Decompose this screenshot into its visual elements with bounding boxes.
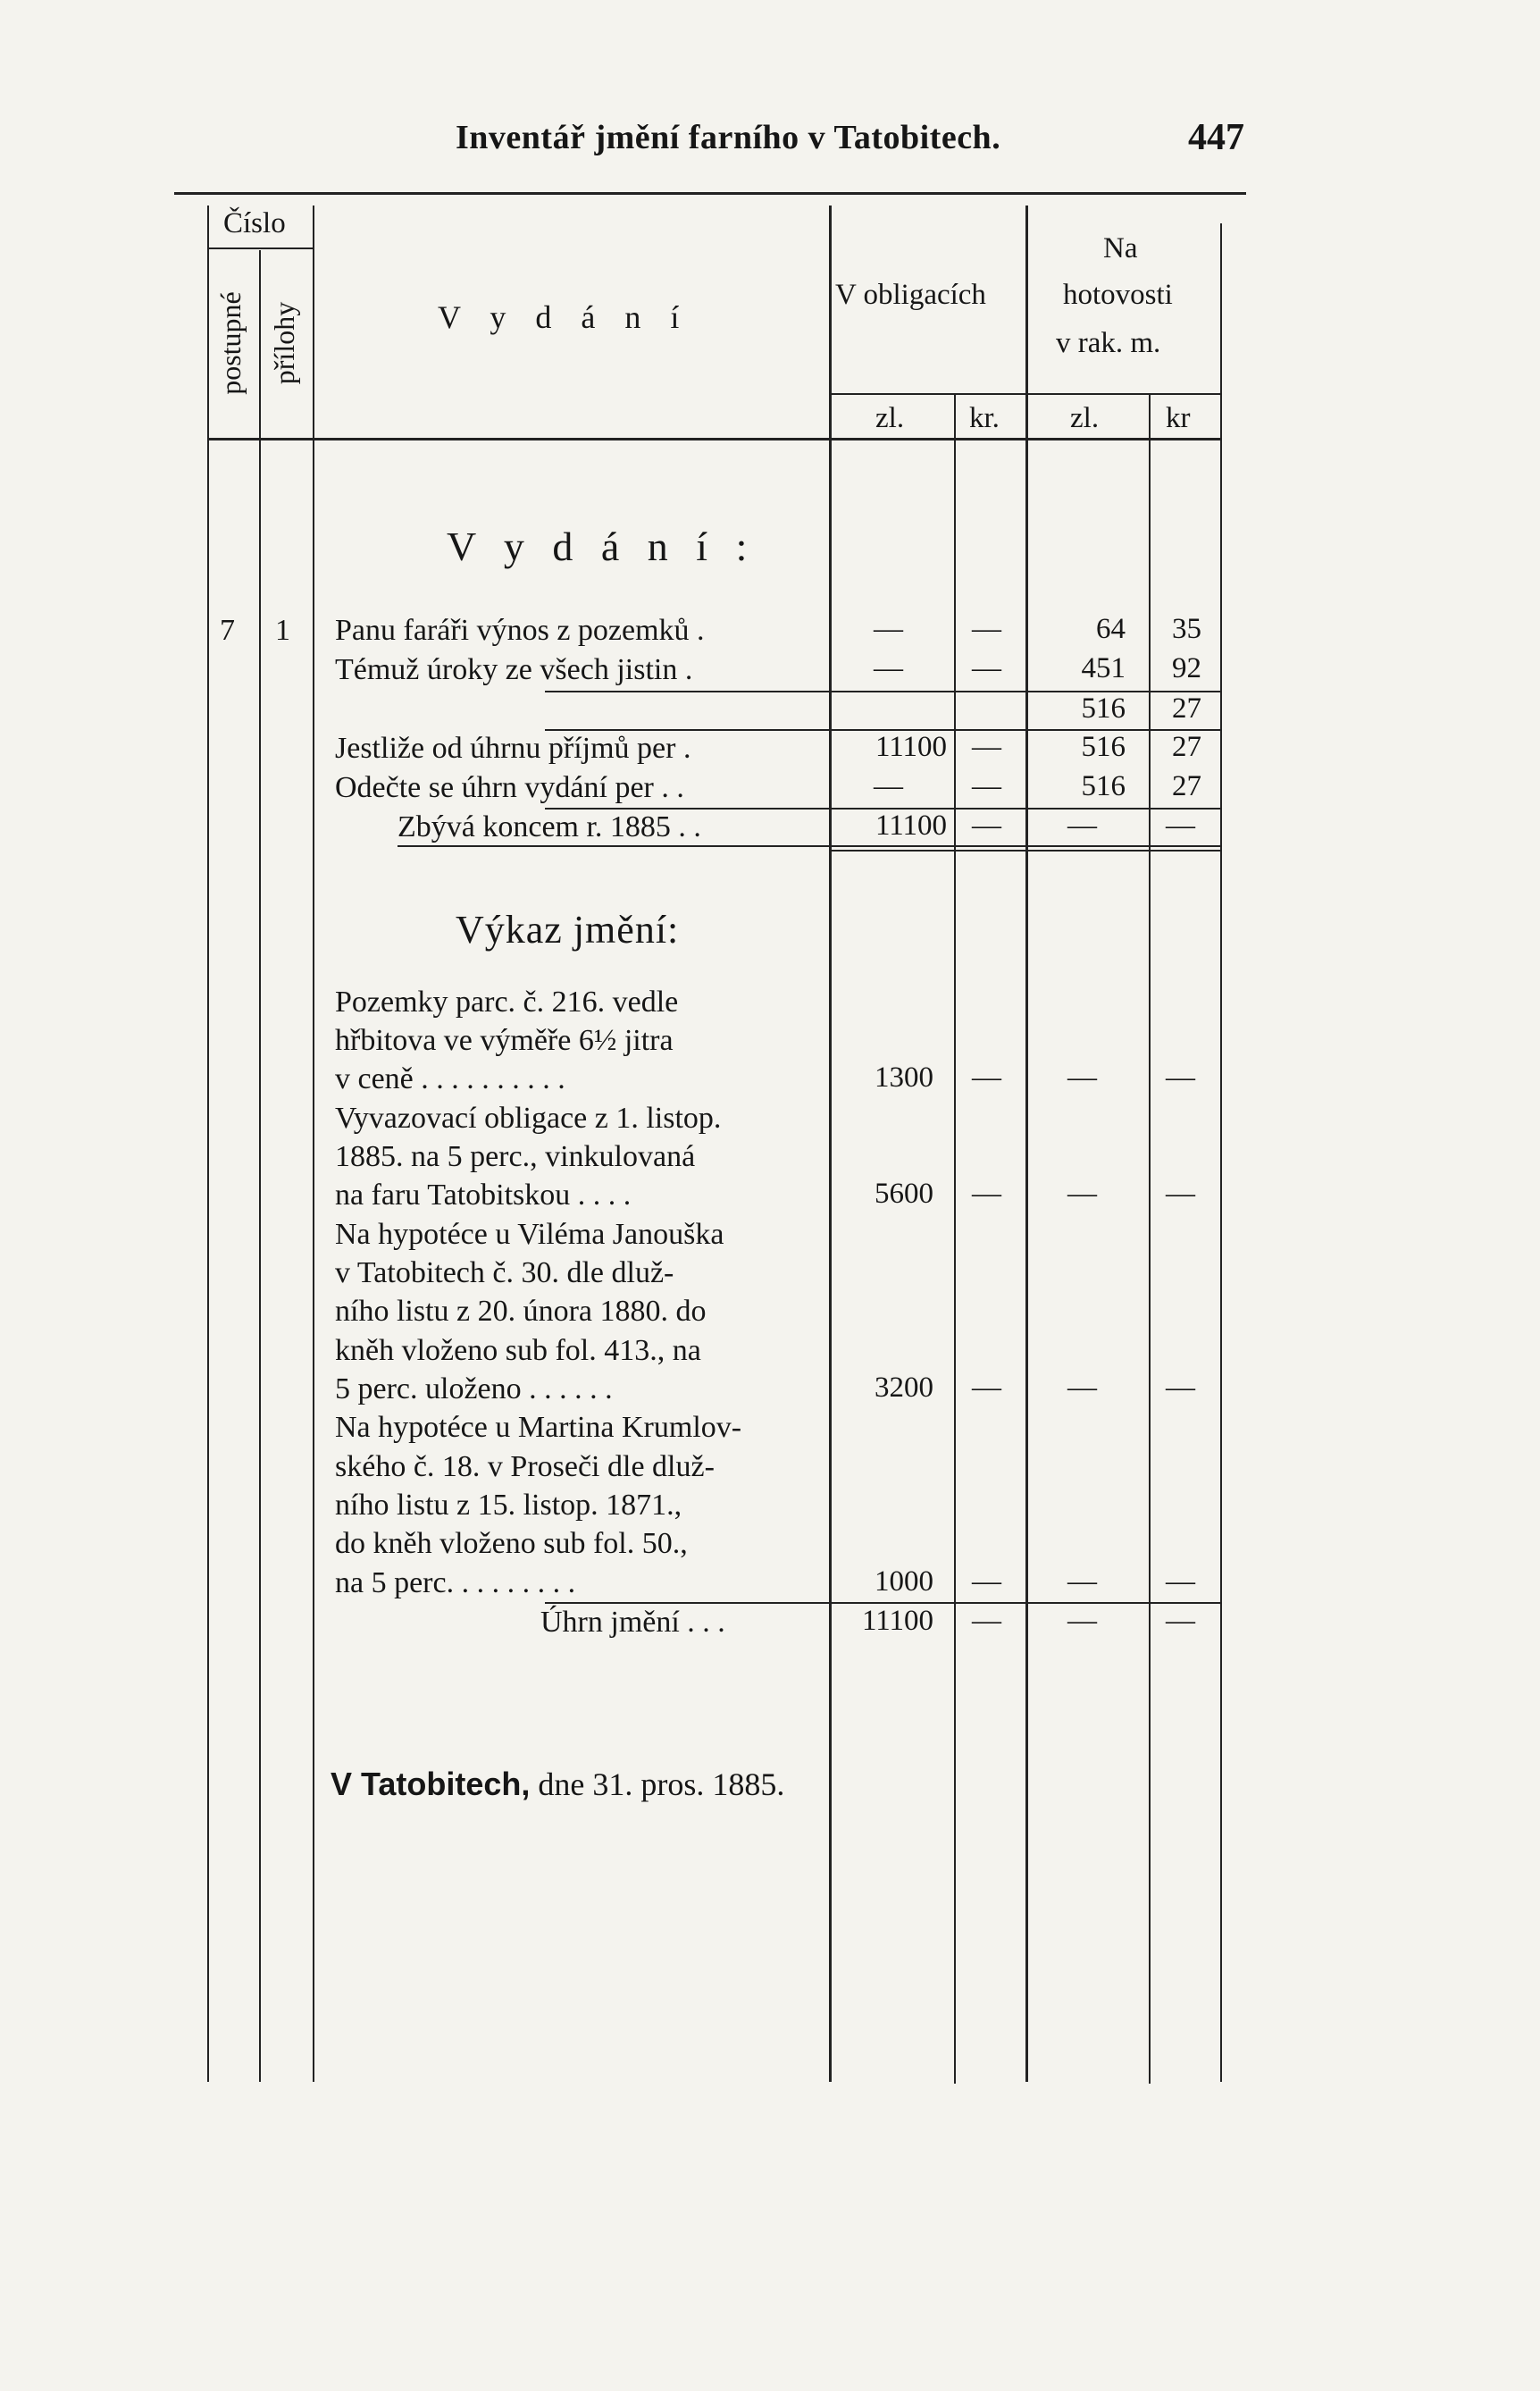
- vydani-row-1-hot-kr: 35: [1172, 613, 1201, 645]
- vykaz-total-label: Úhrn jmění . . .: [540, 1606, 725, 1639]
- vydani-row-5-text: Odečte se úhrn vydání per . .: [335, 771, 684, 804]
- vykaz-value-2-hot-kr: —: [1166, 1178, 1195, 1210]
- vykaz-value-1-obl-kr: —: [972, 1061, 1001, 1094]
- rule-right-outer: [1220, 223, 1222, 2082]
- vydani-row-5-obl-zl: —: [874, 770, 903, 802]
- vydani-row-6-obl-zl: 11100: [875, 810, 947, 842]
- vydani-end-rule-2: [831, 850, 1220, 852]
- vydani-end-rule-1: [398, 845, 1220, 847]
- vydani-row-6-obl-kr: —: [972, 810, 1001, 842]
- vykaz-value-4-obl-zl: 1000: [875, 1565, 933, 1598]
- vykaz-value-3-obl-kr: —: [972, 1372, 1001, 1404]
- vykaz-line-2: hřbitova ve výměře 6½ jitra: [335, 1024, 674, 1057]
- header-hot-zl: zl.: [1070, 402, 1100, 434]
- vydani-row-2-hot-zl: 451: [1081, 652, 1126, 684]
- vydani-row-6-hot-kr: —: [1166, 810, 1195, 842]
- total-rule: [545, 1602, 1220, 1604]
- vydani-row-4-obl-kr: —: [972, 731, 1001, 763]
- vydani-row-2-text: Témuž úroky ze všech jistin .: [335, 653, 693, 686]
- vykaz-value-2-obl-kr: —: [972, 1178, 1001, 1210]
- cislo-underline: [207, 247, 314, 249]
- vykaz-line-4: Vyvazovací obligace z 1. listop.: [335, 1102, 722, 1135]
- section-vydani-title: V y d á n í :: [447, 524, 757, 569]
- row-postupne-number: 7: [220, 614, 235, 647]
- vydani-row-5-hot-zl: 516: [1081, 770, 1126, 802]
- header-prilohy: přílohy: [268, 301, 300, 385]
- header-hotovost-line1: Na: [1103, 232, 1138, 264]
- rule-prilohy-text: [313, 206, 314, 2082]
- vykaz-line-14: ního listu z 15. listop. 1871.,: [335, 1489, 682, 1522]
- footer-signature-line: [331, 1766, 784, 1803]
- row-prilohy-number: 1: [275, 614, 290, 647]
- header-obl-zl: zl.: [875, 402, 905, 434]
- vydani-row-4-hot-zl: 516: [1081, 731, 1126, 763]
- vydani-row-1-text: Panu faráři výnos z pozemků .: [335, 614, 705, 647]
- header-postupne: postupné: [214, 291, 247, 395]
- vykaz-line-1: Pozemky parc. č. 216. vedle: [335, 986, 679, 1019]
- vykaz-value-1-hot-kr: —: [1166, 1061, 1195, 1094]
- running-header-title: Inventář jmění farního v Tatobitech.: [456, 119, 1001, 156]
- section-vykaz-title: Výkaz jmění:: [456, 908, 680, 952]
- rule-obligace-hotovost: [1025, 206, 1028, 2082]
- page-number: 447: [1188, 117, 1244, 158]
- vykaz-value-4-hot-kr: —: [1166, 1565, 1195, 1598]
- vykaz-value-3-hot-zl: —: [1067, 1372, 1097, 1404]
- vydani-row-4-hot-kr: 27: [1172, 731, 1201, 763]
- vydani-row-4-obl-zl: 11100: [875, 731, 947, 763]
- header-vydani: V y d á n í: [438, 299, 690, 335]
- vydani-subtotal-hot-kr: 27: [1172, 692, 1201, 725]
- rule-text-obligace: [829, 206, 832, 2082]
- vykaz-line-9: ního listu z 20. února 1880. do: [335, 1295, 707, 1328]
- rule-obl-zl-kr: [954, 395, 956, 2084]
- header-bottom-rule: [207, 438, 1222, 440]
- vydani-row-5-obl-kr: —: [972, 770, 1001, 802]
- header-obligace: V obligacích: [835, 279, 986, 311]
- vydani-row-6-text: Zbývá koncem r. 1885 . .: [398, 810, 701, 843]
- header-hotovost-line2: hotovosti: [1063, 279, 1173, 311]
- vykaz-total-obl-kr: —: [972, 1605, 1001, 1637]
- vykaz-value-1-obl-zl: 1300: [875, 1061, 933, 1094]
- vykaz-total-obl-zl: 11100: [861, 1605, 933, 1637]
- vykaz-line-7: Na hypotéce u Viléma Janouška: [335, 1218, 724, 1251]
- vykaz-line-15: do kněh vloženo sub fol. 50.,: [335, 1527, 688, 1560]
- vykaz-line-12: Na hypotéce u Martina Krumlov-: [335, 1411, 742, 1444]
- vykaz-line-3: v ceně . . . . . . . . . .: [335, 1062, 565, 1095]
- vydani-row-4-text: Jestliže od úhrnu příjmů per .: [335, 732, 691, 765]
- rule-left-outer: [207, 206, 209, 2082]
- vykaz-line-10: kněh vloženo sub fol. 413., na: [335, 1334, 701, 1367]
- vykaz-value-4-obl-kr: —: [972, 1565, 1001, 1598]
- vydani-row-1-obl-kr: —: [972, 613, 1001, 645]
- vykaz-value-3-hot-kr: —: [1166, 1372, 1195, 1404]
- vykaz-value-4-hot-zl: —: [1067, 1565, 1097, 1598]
- vydani-row-1-obl-zl: —: [874, 613, 903, 645]
- vydani-row-2-obl-kr: —: [972, 652, 1001, 684]
- vykaz-value-2-obl-zl: 5600: [875, 1178, 933, 1210]
- rule-postupne-prilohy: [259, 250, 261, 2082]
- vykaz-value-3-obl-zl: 3200: [875, 1372, 933, 1404]
- vykaz-value-2-hot-zl: —: [1067, 1178, 1097, 1210]
- vydani-row-6-hot-zl: —: [1067, 810, 1097, 842]
- footer-date: dne 31. pros. 1885.: [538, 1766, 785, 1802]
- table-top-rule: [174, 192, 1246, 195]
- header-hotovost-line3: v rak. m.: [1056, 327, 1161, 359]
- header-obl-kr: kr.: [969, 402, 1000, 434]
- vykaz-line-8: v Tatobitech č. 30. dle dluž-: [335, 1256, 674, 1289]
- header-hot-kr: kr: [1166, 402, 1191, 434]
- footer-place: V Tatobitech,: [331, 1766, 531, 1802]
- vykaz-line-6: na faru Tatobitskou . . . .: [335, 1179, 632, 1212]
- vydani-row-2-obl-zl: —: [874, 652, 903, 684]
- vykaz-line-13: ského č. 18. v Proseči dle dluž-: [335, 1450, 715, 1483]
- vykaz-total-hot-zl: —: [1067, 1605, 1097, 1637]
- rule-hot-zl-kr: [1149, 395, 1151, 2084]
- vykaz-line-5: 1885. na 5 perc., vinkulovaná: [335, 1140, 696, 1173]
- vydani-row-5-hot-kr: 27: [1172, 770, 1201, 802]
- vydani-row-2-hot-kr: 92: [1172, 652, 1201, 684]
- vykaz-line-16: na 5 perc. . . . . . . . .: [335, 1566, 576, 1599]
- header-cislo: Číslo: [223, 207, 286, 239]
- vykaz-total-hot-kr: —: [1166, 1605, 1195, 1637]
- vydani-row-1-hot-zl: 64: [1096, 613, 1126, 645]
- vykaz-value-1-hot-zl: —: [1067, 1061, 1097, 1094]
- vykaz-line-11: 5 perc. uloženo . . . . . .: [335, 1372, 613, 1405]
- vydani-subtotal-hot-zl: 516: [1081, 692, 1126, 725]
